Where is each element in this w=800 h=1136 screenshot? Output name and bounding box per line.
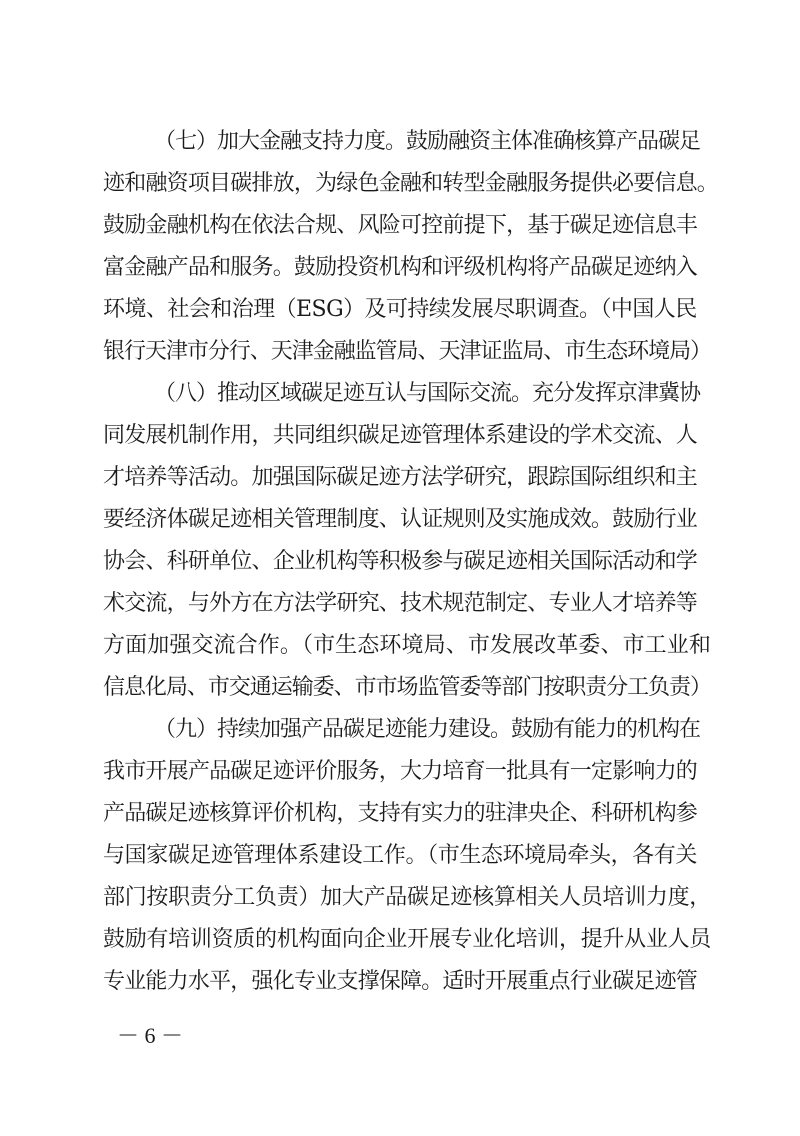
body-line: 协会、科研单位、企业机构等积极参与碳足迹相关国际活动和学 — [103, 549, 698, 574]
body-line: （七）加大金融支持力度。鼓励融资主体准确核算产品碳足 — [154, 129, 701, 154]
body-line: 银行天津市分行、天津金融监管局、天津证监局、市生态环境局） — [103, 339, 712, 364]
body-line: 才培养等活动。加强国际碳足迹方法学研究，跟踪国际组织和主 — [103, 465, 698, 490]
body-line: 环境、社会和治理（ESG）及可持续发展尽职调查。（中国人民 — [103, 297, 697, 322]
body-line: 同发展机制作用，共同组织碳足迹管理体系建设的学术交流、人 — [103, 423, 698, 448]
body-line: 方面加强交流合作。（市生态环境局、市发展改革委、市工业和 — [103, 633, 712, 658]
body-line: 鼓励有培训资质的机构面向企业开展专业化培训，提升从业人员 — [103, 927, 712, 952]
body-line: （八）推动区域碳足迹互认与国际交流。充分发挥京津冀协 — [154, 381, 701, 406]
body-line: 部门按职责分工负责）加大产品碳足迹核算相关人员培训力度， — [103, 885, 712, 910]
body-line: 专业能力水平，强化专业支撑保障。适时开展重点行业碳足迹管 — [103, 969, 698, 994]
body-line: 富金融产品和服务。鼓励投资机构和评级机构将产品碳足迹纳入 — [103, 255, 698, 280]
body-line: 与国家碳足迹管理体系建设工作。（市生态环境局牵头，各有关 — [103, 843, 698, 868]
body-line: 术交流，与外方在方法学研究、技术规范制定、专业人才培养等 — [103, 591, 698, 616]
body-line: 我市开展产品碳足迹评价服务，大力培育一批具有一定影响力的 — [103, 759, 698, 784]
body-line: 鼓励金融机构在依法合规、风险可控前提下，基于碳足迹信息丰 — [103, 213, 698, 238]
body-line: （九）持续加强产品碳足迹能力建设。鼓励有能力的机构在 — [154, 717, 701, 742]
body-line: 迹和融资项目碳排放，为绿色金融和转型金融服务提供必要信息。 — [103, 171, 719, 196]
body-line: 要经济体碳足迹相关管理制度、认证规则及实施成效。鼓励行业 — [103, 507, 698, 532]
body-line: 产品碳足迹核算评价机构，支持有实力的驻津央企、科研机构参 — [103, 801, 698, 826]
body-line: 信息化局、市交通运输委、市市场监管委等部门按职责分工负责） — [103, 675, 712, 700]
page-number: － 6 － — [117, 1023, 184, 1048]
